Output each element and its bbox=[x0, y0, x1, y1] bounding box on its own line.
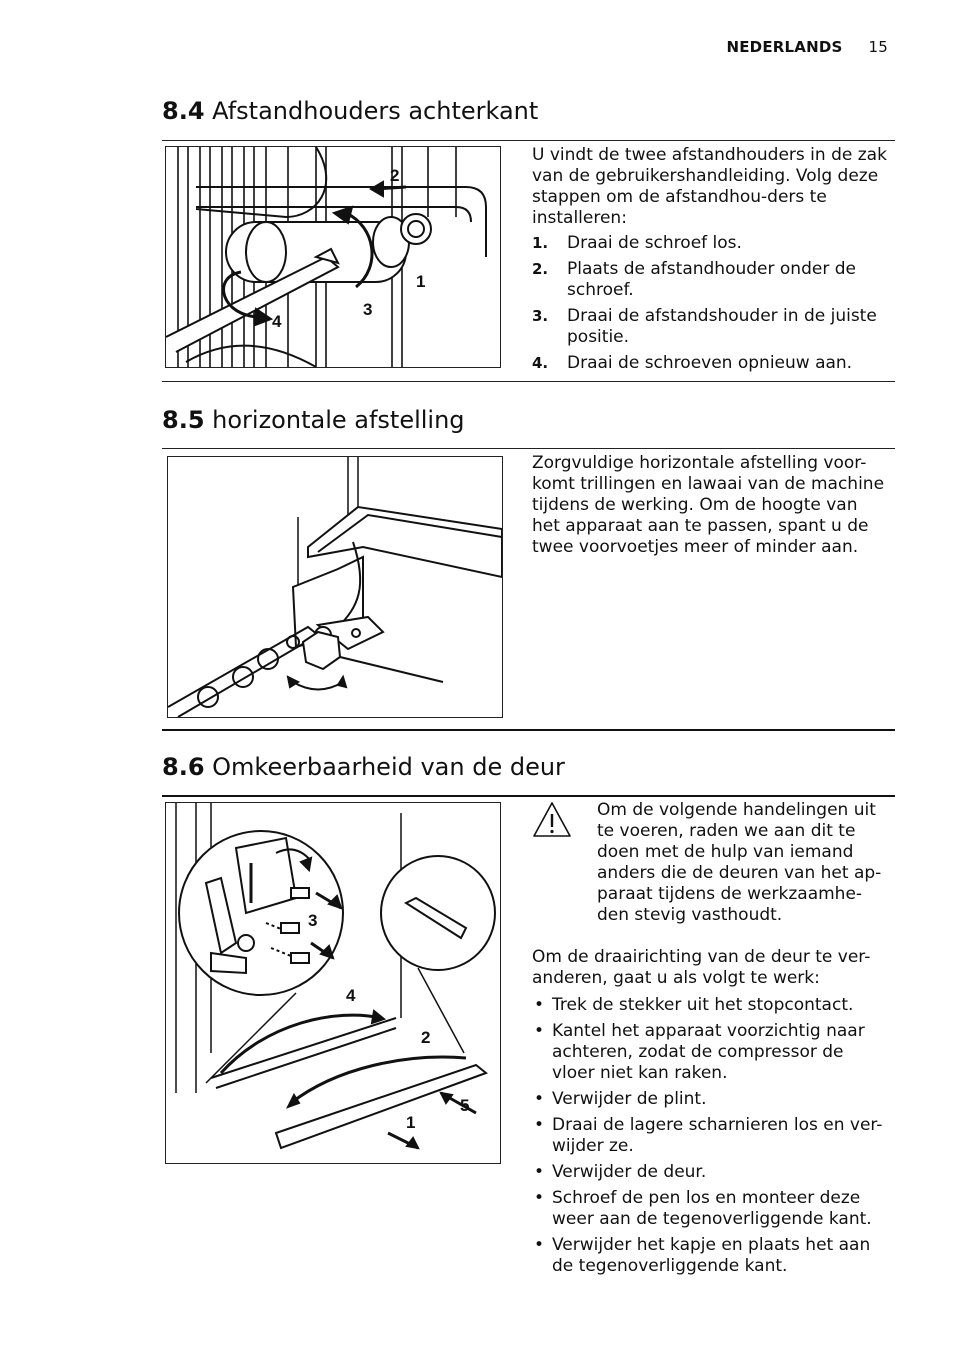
list-item: 2. Plaats de afstandhouder onder de schroef. bbox=[532, 259, 856, 300]
list-item: • Verwijder de deur. bbox=[534, 1162, 707, 1182]
list-item: • Verwijder het kapje en plaats het aan de tegenoverliggende kant. bbox=[534, 1235, 871, 1276]
fig-label: 3 bbox=[308, 911, 318, 930]
list-item: 1. Draai de schroef los. bbox=[532, 233, 742, 253]
list-item: • Draai de lagere scharnieren los en ver-wijder ze. bbox=[534, 1115, 883, 1156]
section-8-5-text bbox=[532, 453, 888, 558]
fig-label: 4 bbox=[272, 312, 282, 331]
section-heading-8-5 bbox=[162, 406, 465, 434]
section-heading-8-4 bbox=[162, 97, 538, 125]
section-number: 8.6 bbox=[162, 753, 205, 781]
list-item: 3. Draai de afstandshouder in de juiste positie. bbox=[532, 306, 877, 347]
section-number: 8.5 bbox=[162, 406, 205, 434]
fig-label: 3 bbox=[363, 300, 373, 319]
fig-label: 4 bbox=[346, 986, 356, 1005]
list-item: • Trek de stekker uit het stopcontact. bbox=[534, 995, 854, 1015]
warning-icon bbox=[532, 800, 572, 840]
list-item: 4. Draai de schroeven opnieuw aan. bbox=[532, 353, 853, 373]
fig-label: 2 bbox=[390, 166, 400, 185]
divider bbox=[162, 729, 895, 731]
bullet-list bbox=[532, 995, 888, 1277]
section-title: horizontale afstelling bbox=[212, 406, 465, 434]
section-number: 8.4 bbox=[162, 97, 205, 125]
section-title: Omkeerbaarheid van de deur bbox=[212, 753, 565, 781]
figure-door-reversal bbox=[165, 802, 501, 1164]
section-heading-8-6 bbox=[162, 753, 565, 781]
section-8-4-text bbox=[532, 145, 888, 379]
page-number: 15 bbox=[868, 38, 888, 56]
fig-label: 1 bbox=[416, 272, 426, 291]
intro-text: U vindt de twee afstandhouders in de zak van de gebruikershandleiding. Volg deze stappen om de afstandhou-ders te installeren: bbox=[532, 145, 887, 228]
figure-leveling bbox=[167, 456, 503, 718]
figure-spacers bbox=[165, 146, 501, 368]
body-text: Zorgvuldige horizontale afstelling voor-komt trillingen en lawaai van de machine tijdens de werking. Om de hoogte van het apparaat aan te passen, spant u de twee voorvoetjes meer of minder aan. bbox=[532, 453, 885, 557]
header-language: NEDERLANDS bbox=[726, 38, 843, 56]
divider bbox=[162, 381, 895, 382]
fig-label: 5 bbox=[460, 1096, 470, 1115]
divider bbox=[162, 448, 895, 449]
page-header bbox=[726, 38, 888, 56]
warning-text: Om de volgende handelingen uit te voeren, raden we aan dit te doen met de hulp van iemand anders die de deuren van het ap-paraat tijdens de werkzaamhe-den stevig vasthoudt. bbox=[597, 800, 882, 925]
section-title: Afstandhouders achterkant bbox=[212, 97, 539, 125]
fig-label: 2 bbox=[421, 1028, 431, 1047]
intro-text: Om de draairichting van de deur te ver-anderen, gaat u als volgt te werk: bbox=[532, 947, 871, 988]
list-item: • Schroef de pen los en monteer deze weer aan de tegenoverliggende kant. bbox=[534, 1188, 872, 1229]
divider bbox=[162, 795, 895, 797]
list-item: • Verwijder de plint. bbox=[534, 1089, 707, 1109]
section-8-6-text bbox=[532, 947, 888, 1282]
divider bbox=[162, 140, 895, 141]
steps-list bbox=[532, 233, 888, 374]
list-item: • Kantel het apparaat voorzichtig naar achteren, zodat de compressor de vloer niet kan raken. bbox=[534, 1021, 865, 1083]
fig-label: 1 bbox=[406, 1113, 416, 1132]
